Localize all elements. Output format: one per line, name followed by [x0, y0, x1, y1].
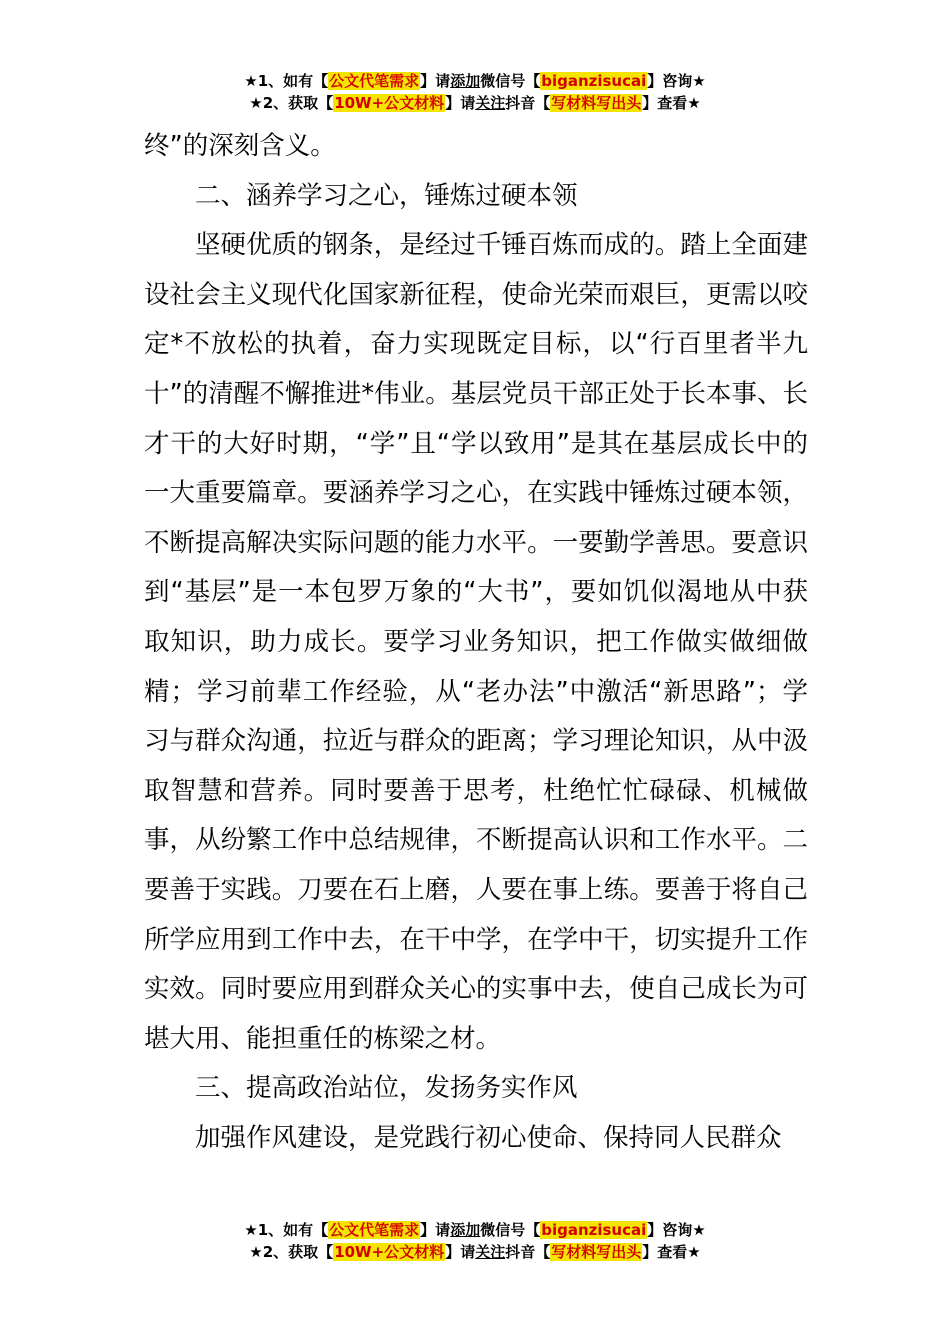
notice-emphasis: 关注	[475, 1243, 506, 1261]
highlight-badge: biganzisucai	[541, 1221, 647, 1239]
notice-line-2	[0, 92, 950, 114]
notice-emphasis: 关注	[475, 94, 506, 112]
notice-line-2	[0, 1241, 950, 1263]
notice-text: 】请	[420, 72, 451, 90]
paragraph: 加强作风建设，是党践行初心使命、保持同人民群众	[195, 1122, 782, 1153]
notice-text: 】查看★	[642, 1243, 701, 1261]
section-heading: 二、涵养学习之心，锤炼过硬本领	[195, 180, 578, 211]
notice-text: 】请	[420, 1221, 451, 1239]
highlight-badge: 10W+公文材料	[334, 1243, 445, 1261]
highlight-badge: 写材料写出头	[551, 1243, 642, 1261]
notice-text: 】请	[445, 94, 476, 112]
notice-text: ★1、如有【	[244, 1221, 329, 1239]
notice-text: ★1、如有【	[244, 72, 329, 90]
highlight-badge: 10W+公文材料	[334, 94, 445, 112]
notice-text: 抖音【	[505, 1243, 551, 1261]
document-body	[144, 122, 808, 1163]
notice-text: 】咨询★	[647, 72, 706, 90]
notice-text: 微信号【	[480, 72, 541, 90]
notice-line-1	[0, 1219, 950, 1241]
notice-text: ★2、获取【	[249, 1243, 334, 1261]
highlight-badge: 公文代笔需求	[329, 72, 420, 90]
notice-text: 】咨询★	[647, 1221, 706, 1239]
paragraph: 终”的深刻含义。	[144, 131, 336, 161]
notice-emphasis: 添加	[450, 72, 481, 90]
notice-emphasis: 添加	[450, 1221, 481, 1239]
notice-text: ★2、获取【	[249, 94, 334, 112]
notice-text: 】请	[445, 1243, 476, 1261]
footer-notice	[0, 1219, 950, 1263]
notice-text: 微信号【	[480, 1221, 541, 1239]
paragraph: 坚硬优质的钢条，是经过千锤百炼而成的。踏上全面建设社会主义现代化国家新征程，使命光荣而艰巨，更需以咬定*不放松的执着，奋力实现既定目标，以“行百里者半九十”的清醒不懈推进*伟业。基层党员干部正处于长本事、长才干的大好时期，“学”且“学以致用”是其在基层成长中的一大重要篇章。要涵养学习之心，在实践中锤炼过硬本领，不断提高解决实际问题的能力水平。一要勤学善思。要意识到“基层”是一本包罗万象的“大书”，要如饥似渴地从中获取知识，助力成长。要学习业务知识，把工作做实做细做精；学习前辈工作经验，从“老办法”中激活“新思路”；学习与群众沟通，拉近与群众的距离；学习理论知识，从中汲取智慧和营养。同时要善于思考，杜绝忙忙碌碌、机械做事，从纷繁工作中总结规律，不断提高认识和工作水平。二要善于实践。刀要在石上磨，人要在事上练。要善于将自己所学应用到工作中去，在干中学，在学中干，切实提升工作实效。同时要应用到群众关心的实事中去，使自己成长为可堪大用、能担重任的栋梁之材。	[144, 230, 808, 1054]
notice-text: 】查看★	[642, 94, 701, 112]
highlight-badge: biganzisucai	[541, 72, 647, 90]
highlight-badge: 公文代笔需求	[329, 1221, 420, 1239]
section-heading: 三、提高政治站位，发扬务实作风	[195, 1073, 578, 1104]
header-notice	[0, 70, 950, 114]
notice-text: 抖音【	[505, 94, 551, 112]
highlight-badge: 写材料写出头	[551, 94, 642, 112]
notice-line-1	[0, 70, 950, 92]
